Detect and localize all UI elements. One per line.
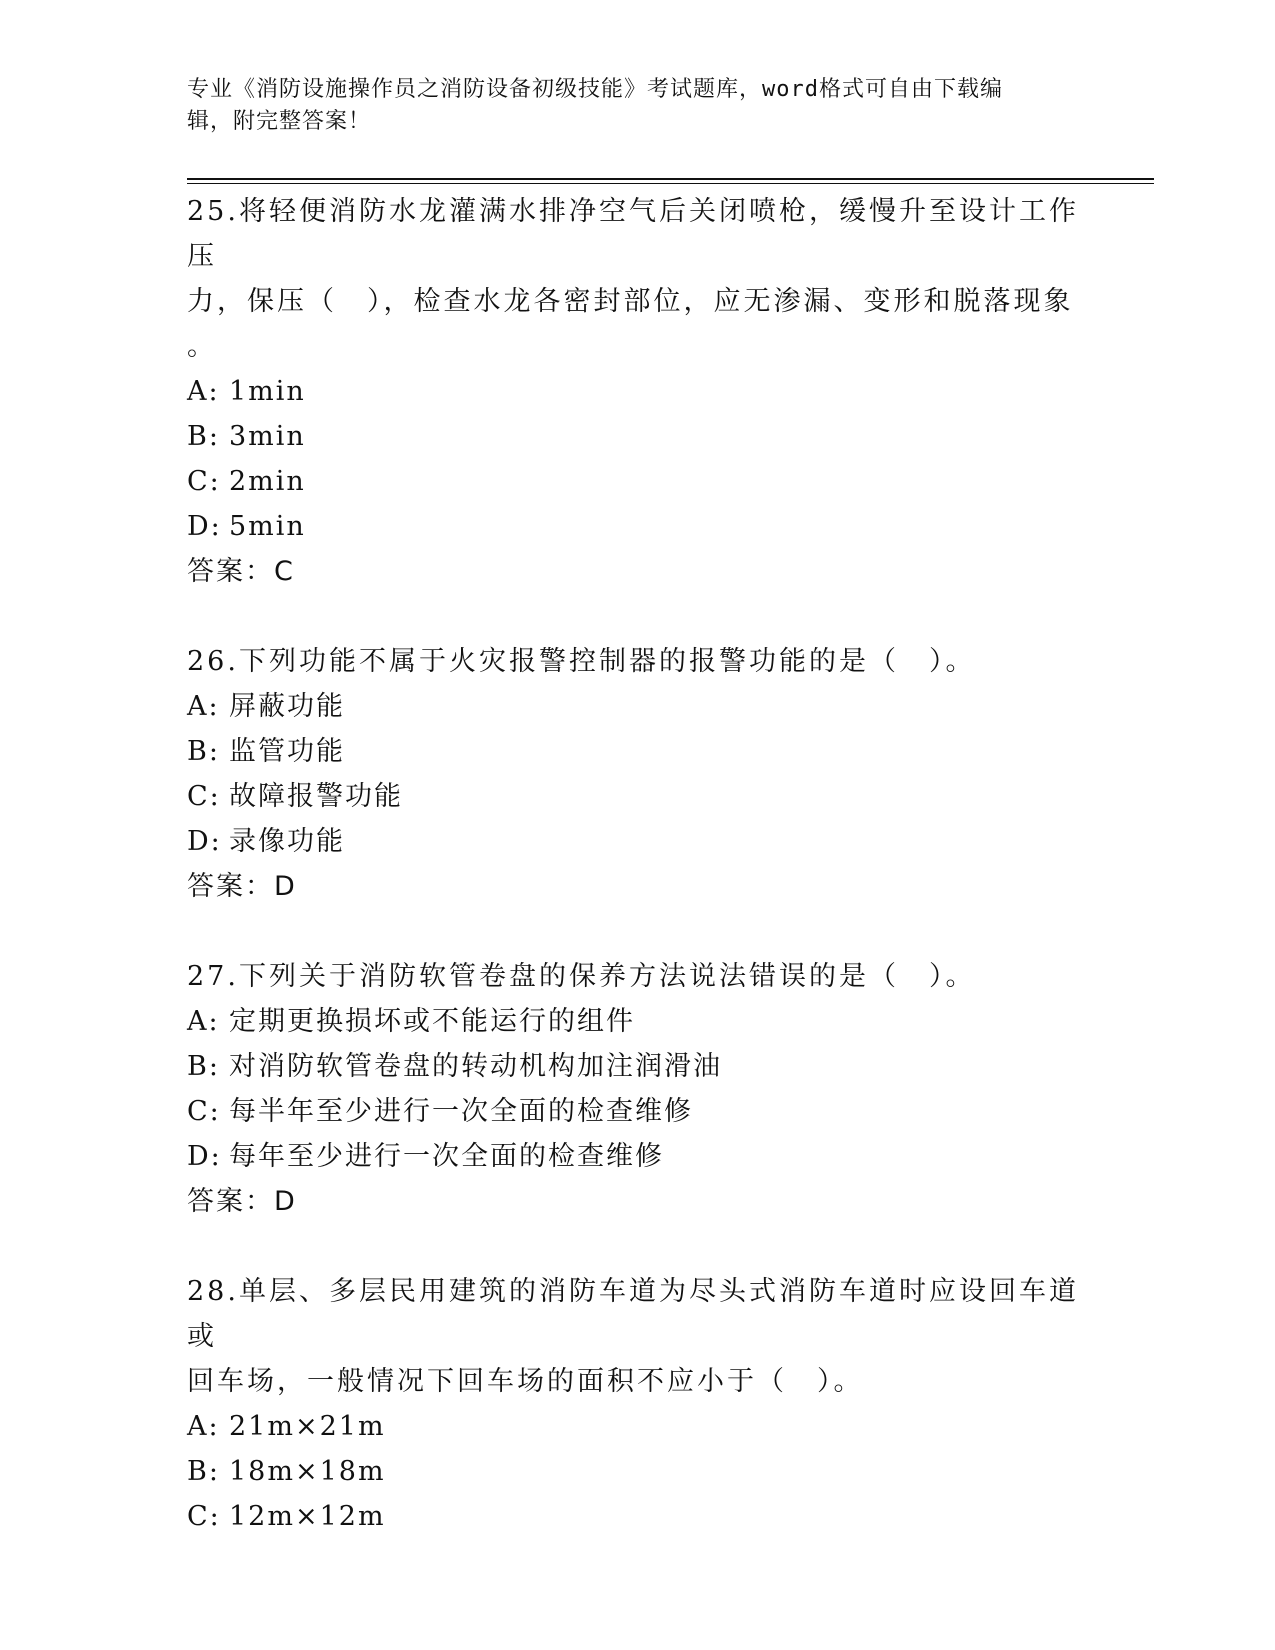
option-label: A: (187, 1006, 220, 1037)
option-b (187, 729, 1087, 774)
question-stem-line: 25.将轻便消防水龙灌满水排净空气后关闭喷枪，缓慢升至设计工作压 (187, 196, 1079, 272)
option-label: C: (187, 1096, 221, 1127)
question-28 (187, 1269, 1087, 1539)
option-label: B: (187, 1051, 220, 1082)
answer-line: 答案：C (187, 556, 295, 587)
option-text: 屏蔽功能 (229, 691, 345, 722)
answer-line: 答案：D (187, 871, 297, 902)
question-spacer (187, 1224, 1087, 1269)
option-label: A: (187, 376, 220, 407)
option-d (187, 819, 1087, 864)
header-divider-thin (187, 183, 1154, 184)
option-c (187, 459, 1087, 504)
question-26 (187, 639, 1087, 909)
option-c (187, 1494, 1087, 1539)
option-c (187, 774, 1087, 819)
option-d (187, 504, 1087, 549)
option-label: D: (187, 826, 222, 857)
question-stem-line: 力，保压（ ），检查水龙各密封部位，应无渗漏、变形和脱落现象 (187, 286, 1074, 317)
option-label: C: (187, 466, 221, 497)
option-text: 每半年至少进行一次全面的检查维修 (229, 1096, 693, 1127)
header-divider-thick (187, 178, 1154, 180)
question-stem-line: 28.单层、多层民用建筑的消防车道为尽头式消防车道时应设回车道或 (187, 1276, 1079, 1352)
option-text: 12m×12m (229, 1501, 386, 1532)
option-label: A: (187, 1411, 220, 1442)
header-line-2: 辑，附完整答案！ (187, 109, 372, 134)
option-label: B: (187, 1456, 220, 1487)
answer-line: 答案：D (187, 1186, 297, 1217)
option-b (187, 414, 1087, 459)
option-label: C: (187, 781, 221, 812)
option-label: A: (187, 691, 220, 722)
option-text: 18m×18m (229, 1456, 386, 1487)
question-stem-line: 27.下列关于消防软管卷盘的保养方法说法错误的是（ ）。 (187, 961, 976, 992)
option-text: 3min (229, 421, 306, 452)
question-list (187, 189, 1087, 1539)
option-a (187, 1404, 1087, 1449)
option-label: C: (187, 1501, 221, 1532)
option-label: D: (187, 1141, 222, 1172)
option-text: 1min (229, 376, 306, 407)
option-text: 5min (229, 511, 306, 542)
option-text: 故障报警功能 (229, 781, 403, 812)
question-stem-line: 26.下列功能不属于火灾报警控制器的报警功能的是（ ）。 (187, 646, 976, 677)
option-text: 每年至少进行一次全面的检查维修 (229, 1141, 664, 1172)
header-line-1: 专业《消防设施操作员之消防设备初级技能》考试题库，word格式可自由下载编 (187, 77, 1003, 102)
option-text: 监管功能 (229, 736, 345, 767)
option-a (187, 684, 1087, 729)
option-d (187, 1134, 1087, 1179)
option-label: B: (187, 736, 220, 767)
option-a (187, 369, 1087, 414)
question-stem-line: 回车场，一般情况下回车场的面积不应小于（ ）。 (187, 1366, 864, 1397)
option-text: 21m×21m (229, 1411, 386, 1442)
question-27 (187, 954, 1087, 1224)
option-label: B: (187, 421, 220, 452)
option-c (187, 1089, 1087, 1134)
option-text: 录像功能 (229, 826, 345, 857)
option-b (187, 1449, 1087, 1494)
option-b (187, 1044, 1087, 1089)
option-a (187, 999, 1087, 1044)
option-text: 2min (229, 466, 306, 497)
question-spacer (187, 594, 1087, 639)
option-text: 定期更换损坏或不能运行的组件 (229, 1006, 635, 1037)
option-label: D: (187, 511, 222, 542)
question-spacer (187, 909, 1087, 954)
document-header (187, 74, 1067, 138)
option-text: 对消防软管卷盘的转动机构加注润滑油 (229, 1051, 722, 1082)
question-25 (187, 189, 1087, 594)
question-stem-line: 。 (187, 331, 217, 362)
